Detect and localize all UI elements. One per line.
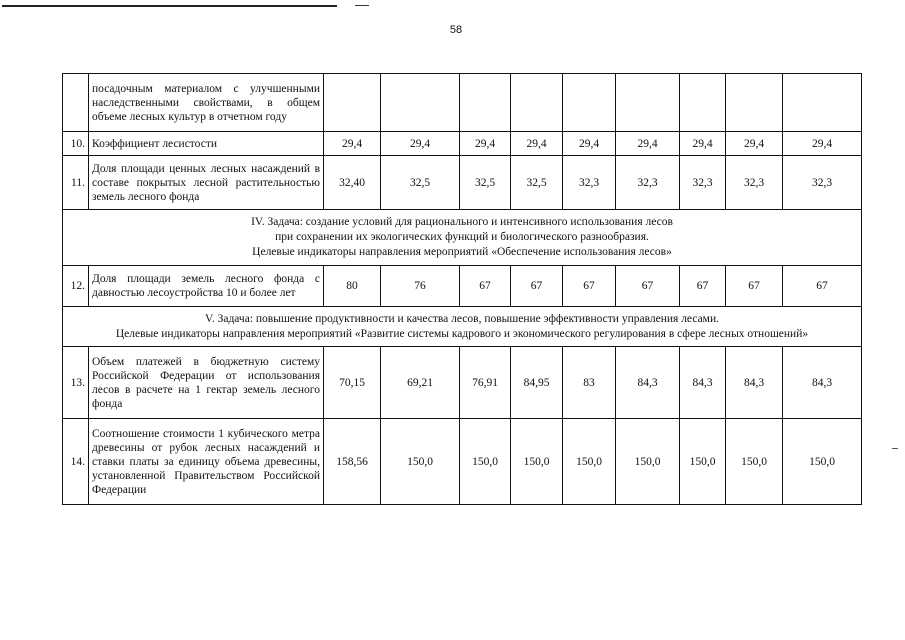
- value-cell: 29,4: [680, 132, 726, 156]
- table-row: [63, 74, 862, 132]
- value-cell: 32,5: [460, 156, 511, 210]
- indicator-description: Доля площади земель лесного фонда с давностью лесоустройства 10 и более лет: [89, 266, 324, 307]
- scan-artifact-dot: [892, 448, 898, 449]
- section-heading-line: Целевые индикаторы направления мероприятий «Обеспечение использования лесов»: [252, 246, 672, 258]
- value-cell: 29,4: [324, 132, 381, 156]
- value-cell: 150,0: [381, 419, 460, 505]
- row-number: 12.: [63, 266, 89, 307]
- table-row: [63, 347, 862, 419]
- value-cell: 150,0: [680, 419, 726, 505]
- value-cell: [680, 74, 726, 132]
- value-cell: 29,4: [381, 132, 460, 156]
- value-cell: 32,5: [511, 156, 563, 210]
- scan-artifact-line: [2, 5, 337, 7]
- table-row: [63, 266, 862, 307]
- value-cell: [324, 74, 381, 132]
- value-cell: 29,4: [511, 132, 563, 156]
- value-cell: 84,3: [783, 347, 862, 419]
- table-row: [63, 419, 862, 505]
- section-heading-line: IV. Задача: создание условий для рационального и интенсивного использования лесов: [251, 216, 673, 228]
- value-cell: 150,0: [726, 419, 783, 505]
- value-cell: 32,3: [783, 156, 862, 210]
- section-heading: [63, 307, 862, 347]
- indicator-description: Коэффициент лесистости: [89, 132, 324, 156]
- value-cell: 67: [726, 266, 783, 307]
- section-heading-line: при сохранении их экологических функций и биологического разнообразия.: [275, 231, 649, 243]
- indicators-table: [62, 73, 862, 505]
- value-cell: 84,3: [726, 347, 783, 419]
- value-cell: 150,0: [783, 419, 862, 505]
- value-cell: 29,4: [783, 132, 862, 156]
- value-cell: 84,95: [511, 347, 563, 419]
- indicator-description: Объем платежей в бюджетную систему Российской Федерации от использования лесов в расчете на 1 гектар земель лесного фонда: [89, 347, 324, 419]
- value-cell: 29,4: [460, 132, 511, 156]
- value-cell: 67: [616, 266, 680, 307]
- section-header-row: [63, 307, 862, 347]
- indicator-description: посадочным материалом с улучшенными наследственными свойствами, в общем объеме лесных культур в отчетном году: [89, 74, 324, 132]
- value-cell: 158,56: [324, 419, 381, 505]
- value-cell: 80: [324, 266, 381, 307]
- value-cell: 83: [563, 347, 616, 419]
- value-cell: 150,0: [616, 419, 680, 505]
- value-cell: 32,40: [324, 156, 381, 210]
- value-cell: [616, 74, 680, 132]
- value-cell: 32,3: [563, 156, 616, 210]
- value-cell: [563, 74, 616, 132]
- table-row: [63, 156, 862, 210]
- value-cell: 67: [460, 266, 511, 307]
- value-cell: 70,15: [324, 347, 381, 419]
- value-cell: 32,3: [680, 156, 726, 210]
- value-cell: 29,4: [563, 132, 616, 156]
- indicator-description: Доля площади ценных лесных насаждений в составе покрытых лесной растительностью земель лесного фонда: [89, 156, 324, 210]
- value-cell: [783, 74, 862, 132]
- value-cell: 67: [511, 266, 563, 307]
- value-cell: 29,4: [616, 132, 680, 156]
- value-cell: 76: [381, 266, 460, 307]
- value-cell: 84,3: [680, 347, 726, 419]
- row-number: [63, 74, 89, 132]
- section-header-row: [63, 210, 862, 266]
- section-heading: [63, 210, 862, 266]
- value-cell: 150,0: [563, 419, 616, 505]
- value-cell: 32,5: [381, 156, 460, 210]
- scan-artifact-line: [355, 5, 369, 6]
- page-number: 58: [449, 24, 463, 36]
- row-number: 14.: [63, 419, 89, 505]
- value-cell: [460, 74, 511, 132]
- value-cell: 29,4: [726, 132, 783, 156]
- value-cell: [511, 74, 563, 132]
- row-number: 10.: [63, 132, 89, 156]
- value-cell: 32,3: [616, 156, 680, 210]
- row-number: 13.: [63, 347, 89, 419]
- value-cell: 67: [680, 266, 726, 307]
- table-row: [63, 132, 862, 156]
- value-cell: [381, 74, 460, 132]
- value-cell: 69,21: [381, 347, 460, 419]
- value-cell: 67: [783, 266, 862, 307]
- value-cell: [726, 74, 783, 132]
- value-cell: 76,91: [460, 347, 511, 419]
- value-cell: 84,3: [616, 347, 680, 419]
- section-heading-line: V. Задача: повышение продуктивности и качества лесов, повышение эффективности управления лесами.: [205, 312, 719, 325]
- value-cell: 67: [563, 266, 616, 307]
- indicator-description: Соотношение стоимости 1 кубического метра древесины от рубок лесных насаждений и ставки платы за единицу объема древесины, установленной Правительством Российской Федерации: [89, 419, 324, 505]
- value-cell: 32,3: [726, 156, 783, 210]
- value-cell: 150,0: [511, 419, 563, 505]
- row-number: 11.: [63, 156, 89, 210]
- section-heading-line: Целевые индикаторы направления мероприятий «Развитие системы кадрового и экономического регулирования в сфере лесных отношений»: [115, 327, 809, 340]
- value-cell: 150,0: [460, 419, 511, 505]
